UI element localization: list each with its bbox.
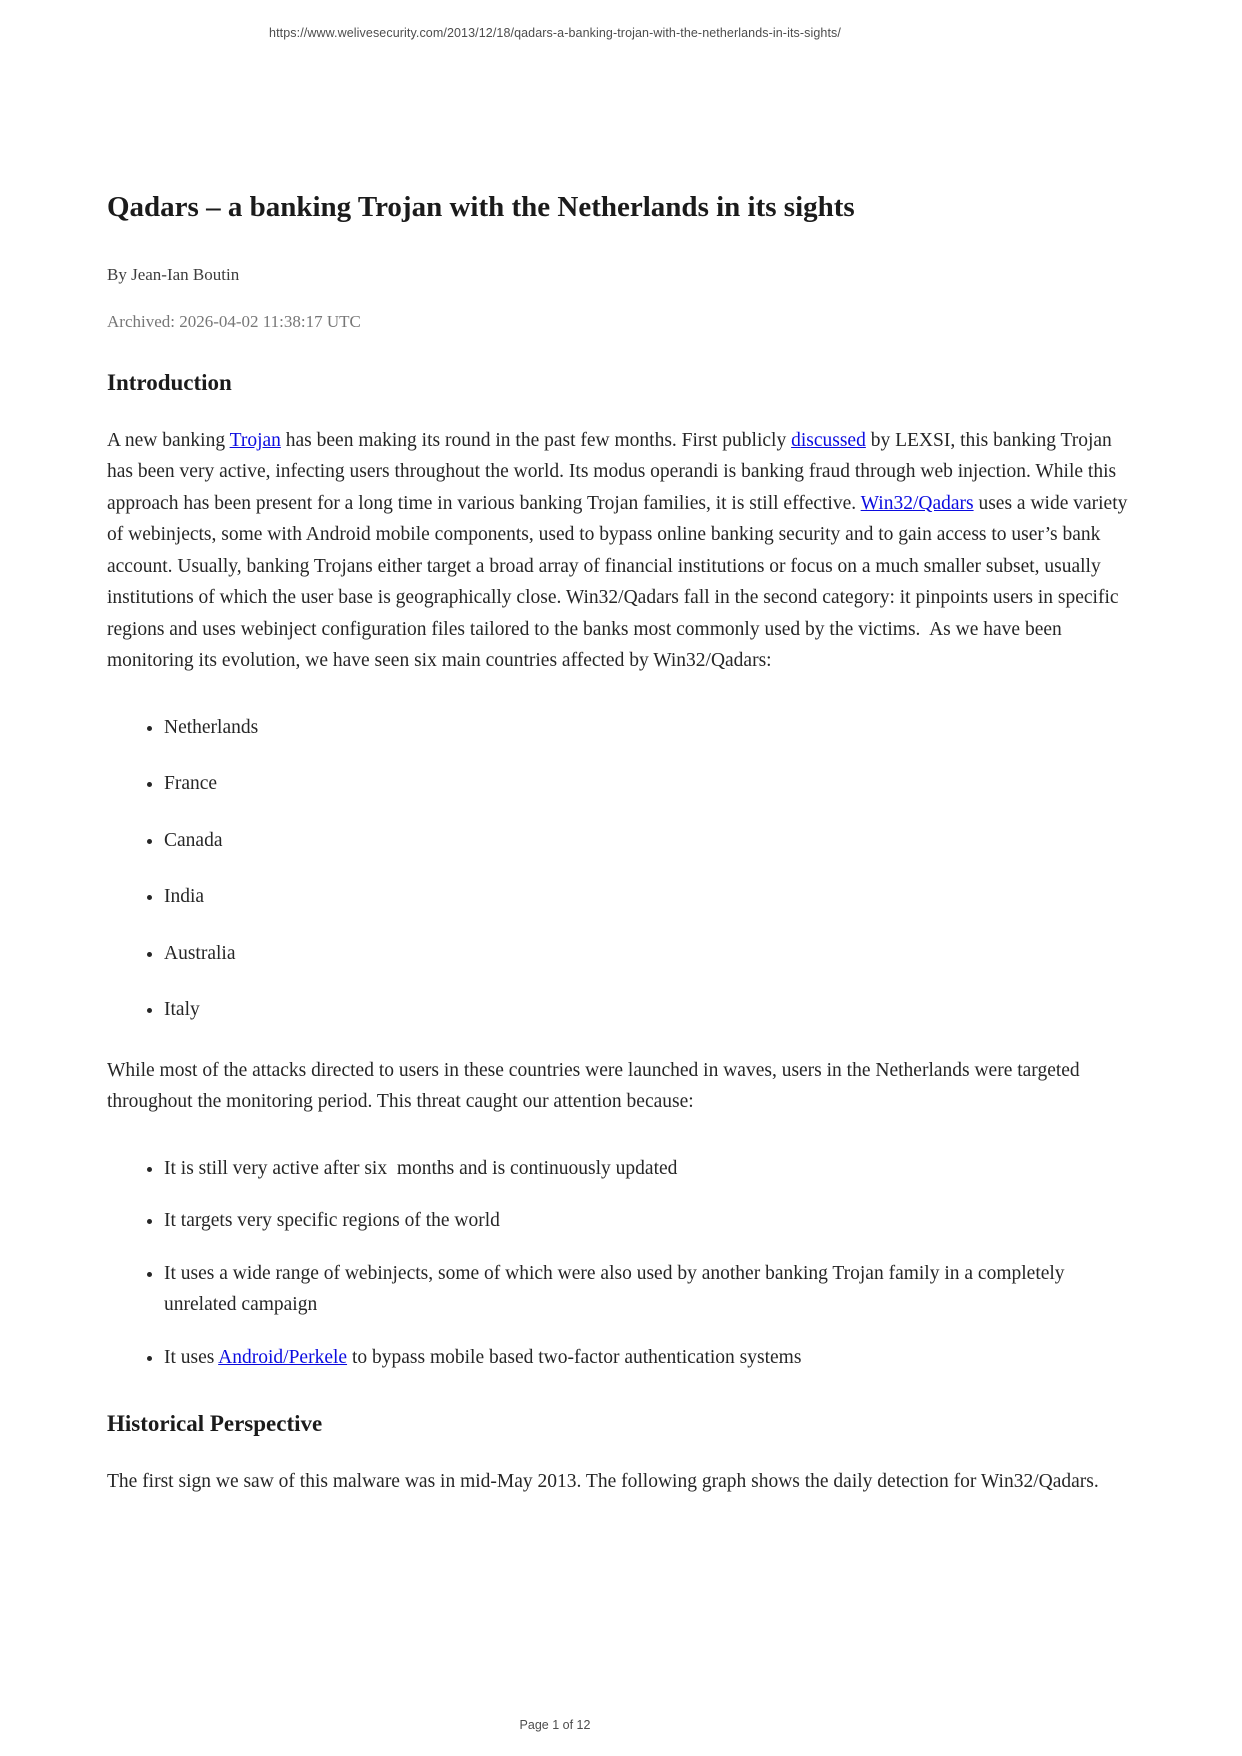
page-number-text: Page 1 of 12 <box>519 1718 591 1732</box>
attention-paragraph: While most of the attacks directed to users in these countries were launched in waves, users in the Netherlands were targeted throughout the monitoring period. This threat caught our attention because: <box>107 1059 1085 1113</box>
author-byline: By Jean-Ian Boutin <box>107 264 240 284</box>
intro-paragraph <box>107 425 1137 677</box>
page-number-footer <box>0 1718 1110 1732</box>
list-item-country: • Australia <box>164 938 1137 970</box>
paragraph-text: by LEXSI, this banking Trojan has been very active, infecting users throughout the world. Its modus operandi is banking fraud through web injection. While this approach has been present for a long time in various banking Trojan families, it is still effective. <box>107 429 1121 514</box>
paragraph-text: A new banking <box>107 429 230 451</box>
archive-url-text: https://www.welivesecurity.com/2013/12/18/qadars-a-banking-trojan-with-the-netherlands-in-its-sights/ <box>269 26 841 40</box>
paragraph-text: has been making its round in the past few months. First publicly <box>280 429 792 451</box>
section-heading-introduction: Introduction <box>107 369 232 395</box>
article-body <box>107 0 1137 1498</box>
list-item-reason: • It uses a wide range of webinjects, some of which were also used by another banking Trojan family in a completely unrelated campaign <box>164 1258 1137 1321</box>
page-title: Qadars – a banking Trojan with the Netherlands in its sights <box>107 191 855 223</box>
list-item-reason: • It is still very active after six months and is continuously updated <box>164 1153 1137 1185</box>
paragraph-text: uses a wide variety of webinjects, some with Android mobile components, used to bypass online banking security and to gain access to user’s bank account. Usually, banking Trojans either target a broad array of financial institutions or focus on a much smaller subset, usually institutions of which the user base is geographically close. Win32/Qadars fall in the second category: it pinpoints users in specific regions and uses webinject configuration files tailored to the banks most commonly used by the victims. As we have been monitoring its evolution, we have seen six main countries affected by Win32/Qadars: <box>107 492 1133 672</box>
link-trojan[interactable]: Trojan <box>229 429 281 451</box>
list-item-country: • France <box>164 768 1137 800</box>
list-item-country: • Netherlands <box>164 712 1137 744</box>
affected-countries-list <box>107 712 1137 1026</box>
link-android-perkele[interactable]: Android/Perkele <box>218 1346 348 1368</box>
list-item-country: • India <box>164 881 1137 913</box>
reasons-list <box>107 1153 1137 1374</box>
paragraph-text: to bypass mobile based two-factor authentication systems <box>347 1346 802 1368</box>
list-item-reason: • It targets very specific regions of the world <box>164 1205 1137 1237</box>
section-heading-historical-perspective: Historical Perspective <box>107 1411 323 1437</box>
list-item-country: • Canada <box>164 825 1137 857</box>
list-item-country: • Italy <box>164 994 1137 1026</box>
paragraph-text: It uses <box>164 1346 219 1368</box>
link-win32-qadars[interactable]: Win32/Qadars <box>860 492 974 514</box>
list-item-reason <box>164 1342 1137 1374</box>
historical-paragraph: The first sign we saw of this malware was in mid-May 2013. The following graph shows the daily detection for Win32/Qadars. <box>107 1471 1099 1493</box>
link-discussed[interactable]: discussed <box>791 429 866 451</box>
archived-timestamp: Archived: 2026-04-02 11:38:17 UTC <box>107 311 361 331</box>
